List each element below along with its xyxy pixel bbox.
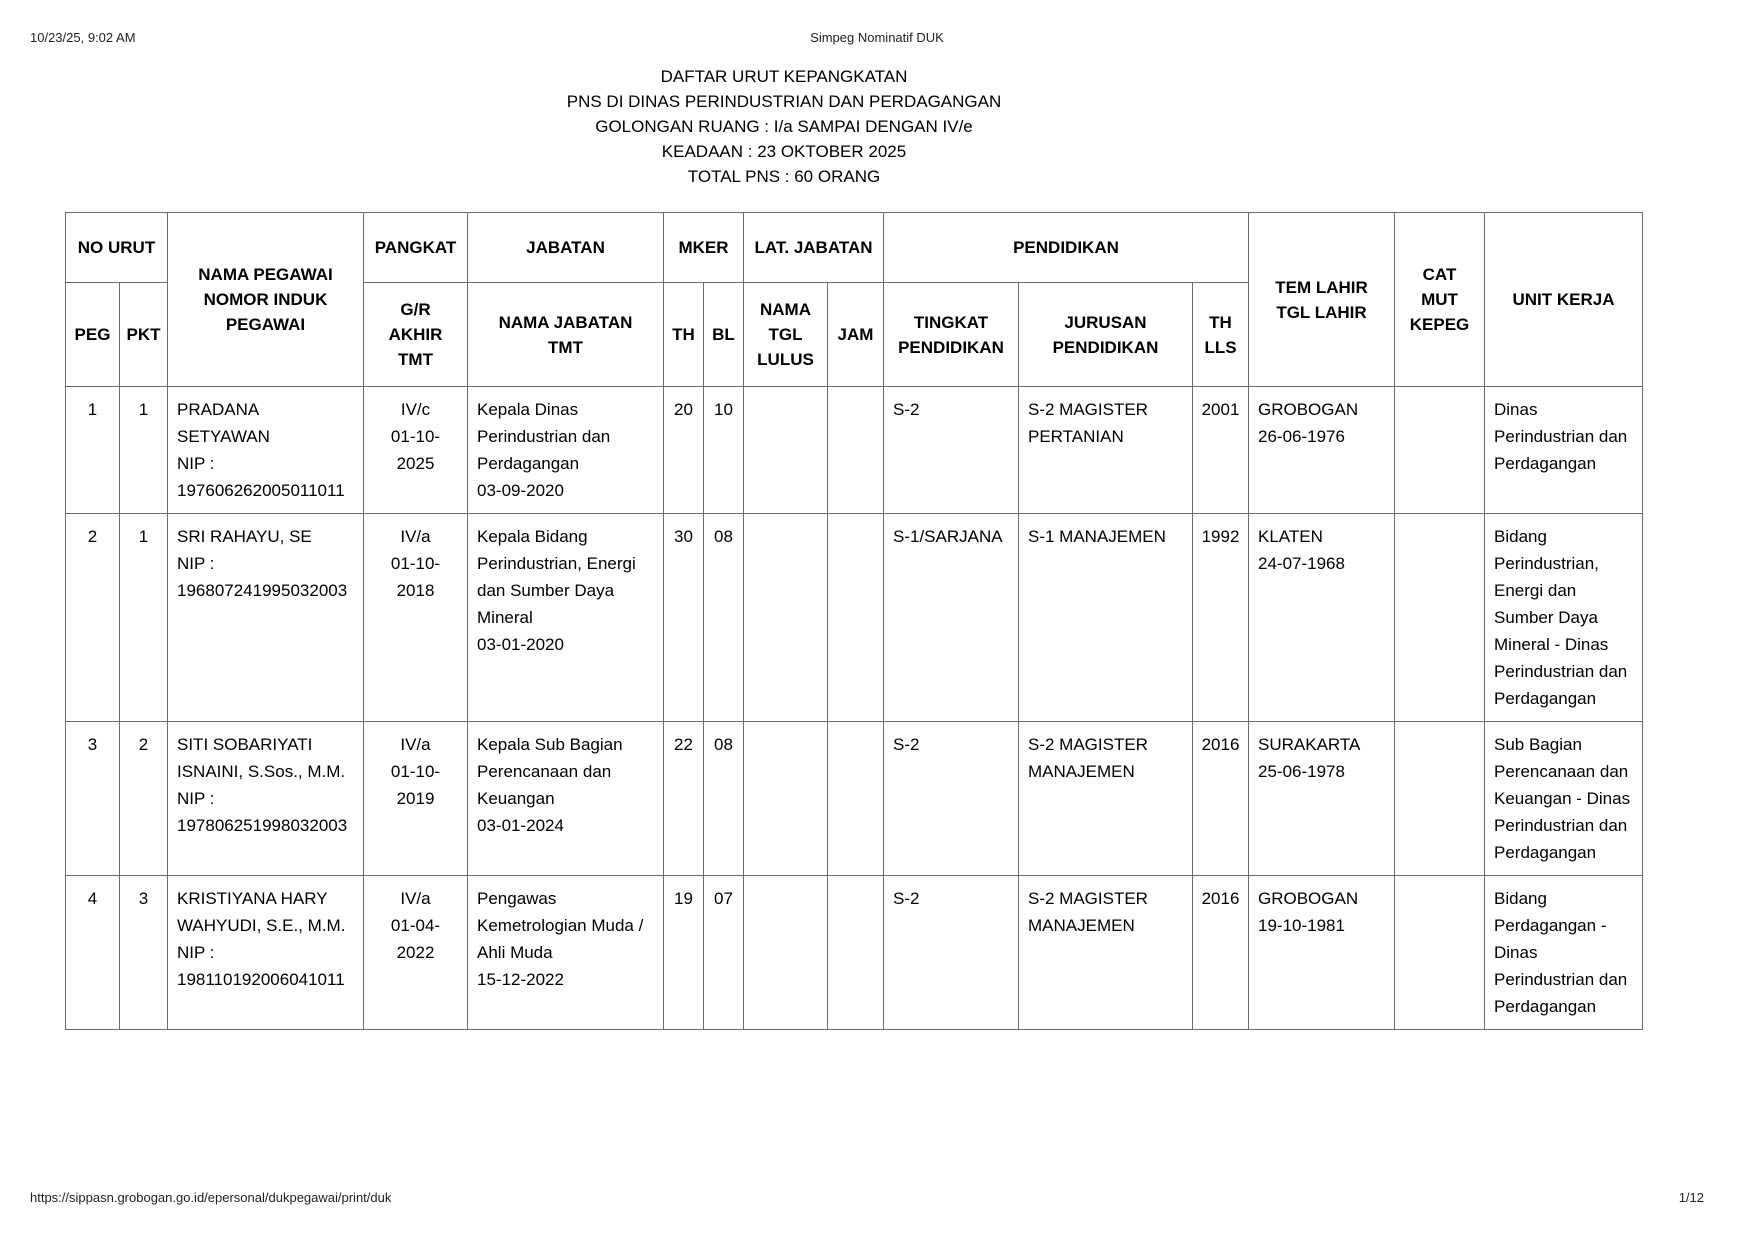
cell-cat-mut-kepeg [1395,387,1485,514]
pegawai-nip-label: NIP : [177,554,215,573]
cell-jabatan [468,876,664,1030]
jabatan-tmt: 15-12-2022 [477,970,564,989]
cell-tem-tgl-lahir [1249,876,1395,1030]
jabatan-tmt: 03-09-2020 [477,481,564,500]
pegawai-nip: 197606262005011011 [177,481,345,500]
header-mker: MKER [664,213,744,283]
cell-th-lls: 2016 [1193,876,1249,1030]
cell-jurusan-pendidikan: S-2 MAGISTER MANAJEMEN [1019,876,1193,1030]
cell-unit-kerja: Sub Bagian Perencanaan dan Keuangan - Dinas Perindustrian dan Perdagangan [1485,722,1643,876]
pangkat-gr: IV/a [400,527,431,546]
cell-pkt: 2 [120,722,168,876]
cell-jabatan [468,514,664,722]
pegawai-nama: SITI SOBARIYATI ISNAINI, S.Sos., M.M. [177,735,346,781]
pegawai-nip-label: NIP : [177,943,215,962]
cell-unit-kerja: Bidang Perindustrian, Energi dan Sumber Daya Mineral - Dinas Perindustrian dan Perdagangan [1485,514,1643,722]
cell-mker-bl: 07 [704,876,744,1030]
table-row [66,722,1643,876]
cell-lat-jam [828,722,884,876]
cell-pangkat [364,876,468,1030]
pegawai-nama: PRADANA SETYAWAN [177,400,270,446]
cell-nama-pegawai [168,722,364,876]
pegawai-nip-label: NIP : [177,454,215,473]
header-jam: JAM [828,283,884,387]
cell-lat-jam [828,514,884,722]
table-body [66,387,1643,1030]
header-jurusan-pendidikan: JURUSAN PENDIDIKAN [1019,283,1193,387]
cell-tem-tgl-lahir [1249,722,1395,876]
footer-url: https://sippasn.grobogan.go.id/epersonal/dukpegawai/print/duk [30,1190,392,1205]
cell-th-lls: 2016 [1193,722,1249,876]
header-mker-bl: BL [704,283,744,387]
tgl-lahir: 25-06-1978 [1258,762,1345,781]
tem-lahir: KLATEN [1258,527,1323,546]
cell-peg: 1 [66,387,120,514]
header-tingkat-pendidikan: TINGKAT PENDIDIKAN [884,283,1019,387]
tem-lahir: GROBOGAN [1258,400,1359,419]
header-nama-pegawai: NAMA PEGAWAI NOMOR INDUK PEGAWAI [168,213,364,387]
header-nama-tgl-lulus: NAMA TGL LULUS [744,283,828,387]
cell-unit-kerja: Dinas Perindustrian dan Perdagangan [1485,387,1643,514]
header-gr-akhir-tmt: G/R AKHIR TMT [364,283,468,387]
cell-lat-nama-tgl-lulus [744,876,828,1030]
cell-jurusan-pendidikan: S-2 MAGISTER MANAJEMEN [1019,722,1193,876]
cell-cat-mut-kepeg [1395,514,1485,722]
header-lat-jabatan: LAT. JABATAN [744,213,884,283]
cell-tingkat-pendidikan: S-2 [884,876,1019,1030]
cell-lat-jam [828,387,884,514]
cell-pangkat [364,514,468,722]
pegawai-nama: KRISTIYANA HARY WAHYUDI, S.E., M.M. [177,889,346,935]
cell-mker-th: 30 [664,514,704,722]
pangkat-gr: IV/a [400,889,431,908]
jabatan-nama: Kepala Dinas Perindustrian dan Perdagangan [477,400,611,473]
pegawai-nip: 197806251998032003 [177,816,348,835]
pangkat-tmt: 01-10-2019 [390,762,441,808]
cell-tem-tgl-lahir [1249,514,1395,722]
header-peg: PEG [66,283,120,387]
cell-lat-nama-tgl-lulus [744,514,828,722]
header-nama-jabatan-tmt: NAMA JABATAN TMT [468,283,664,387]
header-pangkat: PANGKAT [364,213,468,283]
cell-mker-th: 22 [664,722,704,876]
cell-jurusan-pendidikan: S-2 MAGISTER PERTANIAN [1019,387,1193,514]
print-datetime: 10/23/25, 9:02 AM [30,30,136,45]
cell-tingkat-pendidikan: S-2 [884,387,1019,514]
cell-nama-pegawai [168,876,364,1030]
cell-mker-th: 19 [664,876,704,1030]
header-tem-lahir-tgl-lahir: TEM LAHIR TGL LAHIR [1249,213,1395,387]
cell-cat-mut-kepeg [1395,722,1485,876]
jabatan-tmt: 03-01-2024 [477,816,564,835]
cell-peg: 3 [66,722,120,876]
cell-mker-bl: 08 [704,514,744,722]
jabatan-tmt: 03-01-2020 [477,635,564,654]
cell-lat-nama-tgl-lulus [744,387,828,514]
cell-lat-nama-tgl-lulus [744,722,828,876]
cell-nama-pegawai [168,387,364,514]
cell-tingkat-pendidikan: S-1/SARJANA [884,514,1019,722]
tgl-lahir: 26-06-1976 [1258,427,1345,446]
title-line-5: TOTAL PNS : 60 ORANG [687,167,881,186]
pegawai-nip-label: NIP : [177,789,215,808]
jabatan-nama: Kepala Bidang Perindustrian, Energi dan Sumber Daya Mineral [477,527,636,627]
table-row [66,876,1643,1030]
document-title-block [65,64,1503,189]
pegawai-nama: SRI RAHAYU, SE [177,527,312,546]
cell-th-lls: 2001 [1193,387,1249,514]
header-unit-kerja: UNIT KERJA [1485,213,1643,387]
pangkat-gr: IV/c [400,400,431,419]
pegawai-nip: 198110192006041011 [177,970,345,989]
header-no-urut: NO URUT [66,213,168,283]
tgl-lahir: 24-07-1968 [1258,554,1345,573]
cell-peg: 2 [66,514,120,722]
cell-peg: 4 [66,876,120,1030]
cell-jabatan [468,387,664,514]
page-indicator: 1/12 [1678,1190,1704,1205]
jabatan-nama: Kepala Sub Bagian Perencanaan dan Keuangan [477,735,623,808]
pangkat-tmt: 01-10-2018 [390,554,441,600]
duk-table [65,212,1643,1030]
cell-pkt: 1 [120,387,168,514]
cell-pangkat [364,387,468,514]
pangkat-tmt: 01-10-2025 [390,427,441,473]
cell-pkt: 3 [120,876,168,1030]
tem-lahir: SURAKARTA [1258,735,1361,754]
cell-mker-th: 20 [664,387,704,514]
jabatan-nama: Pengawas Kemetrologian Muda / Ahli Muda [477,889,644,962]
pangkat-gr: IV/a [400,735,431,754]
header-row-1 [66,213,1643,283]
pangkat-tmt: 01-04-2022 [390,916,441,962]
title-line-1: DAFTAR URUT KEPANGKATAN [660,67,908,86]
header-pkt: PKT [120,283,168,387]
table-header [66,213,1643,387]
title-line-3: GOLONGAN RUANG : I/a SAMPAI DENGAN IV/e [595,117,973,136]
tem-lahir: GROBOGAN [1258,889,1359,908]
header-jabatan: JABATAN [468,213,664,283]
pegawai-nip: 196807241995032003 [177,581,348,600]
print-doc-title: Simpeg Nominatif DUK [810,30,944,45]
cell-pangkat [364,722,468,876]
tgl-lahir: 19-10-1981 [1258,916,1345,935]
cell-pkt: 1 [120,514,168,722]
cell-nama-pegawai [168,514,364,722]
cell-tingkat-pendidikan: S-2 [884,722,1019,876]
header-th-lls: TH LLS [1193,283,1249,387]
title-line-4: KEADAAN : 23 OKTOBER 2025 [661,142,907,161]
cell-unit-kerja: Bidang Perdagangan - Dinas Perindustrian dan Perdagangan [1485,876,1643,1030]
header-cat-mut-kepeg: CAT MUT KEPEG [1395,213,1485,387]
table-row [66,514,1643,722]
cell-mker-bl: 10 [704,387,744,514]
header-mker-th: TH [664,283,704,387]
table-row [66,387,1643,514]
cell-jabatan [468,722,664,876]
header-pendidikan: PENDIDIKAN [884,213,1249,283]
cell-mker-bl: 08 [704,722,744,876]
title-line-2: PNS DI DINAS PERINDUSTRIAN DAN PERDAGANGAN [566,92,1002,111]
cell-lat-jam [828,876,884,1030]
cell-tem-tgl-lahir [1249,387,1395,514]
cell-cat-mut-kepeg [1395,876,1485,1030]
cell-jurusan-pendidikan: S-1 MANAJEMEN [1019,514,1193,722]
cell-th-lls: 1992 [1193,514,1249,722]
